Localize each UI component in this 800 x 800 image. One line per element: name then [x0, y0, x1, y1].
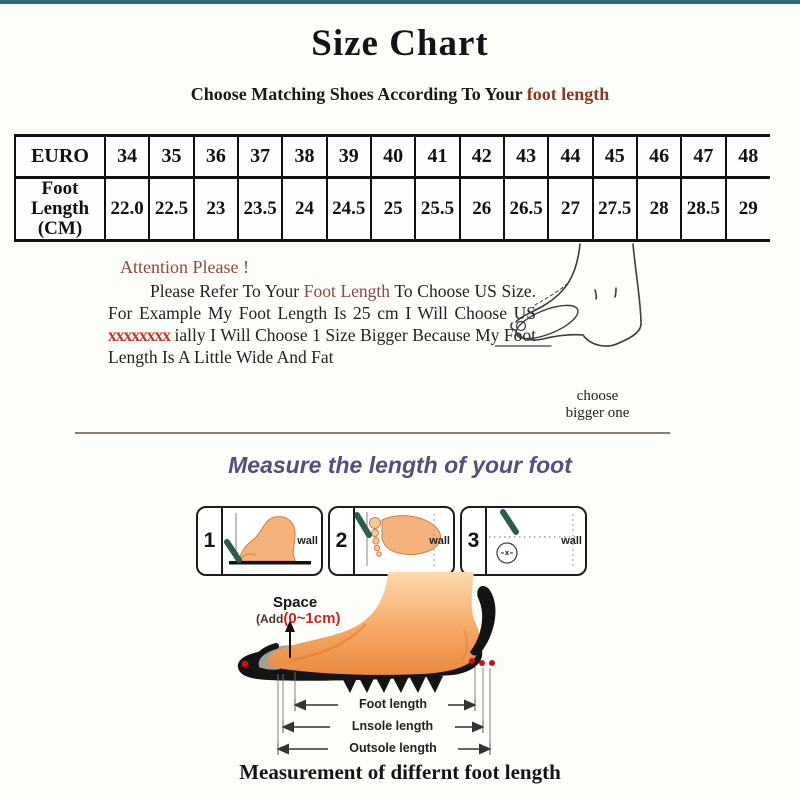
euro-size: 42 [460, 136, 504, 178]
euro-size: 48 [726, 136, 770, 178]
foot-length-cm: 26.5 [504, 178, 548, 241]
foot-length-cm: 28.5 [681, 178, 725, 241]
wall-label: wall [561, 535, 582, 547]
choose-bigger-note: choose bigger one [565, 388, 630, 421]
euro-row [15, 136, 770, 178]
foot-length-cm: 27.5 [593, 178, 637, 241]
euro-row-label: EURO [15, 136, 105, 178]
measure-steps [196, 506, 587, 576]
space-label: Space [273, 594, 318, 611]
foot-length-highlight: Foot Length [303, 281, 391, 301]
euro-size: 37 [238, 136, 282, 178]
foot-length-cm: 24.5 [327, 178, 371, 241]
foot-length-dim-label: Foot length [338, 697, 448, 711]
page-subtitle [0, 84, 800, 105]
euro-size: 43 [504, 136, 548, 178]
outsole-length-dim-label: Outsole length [328, 741, 458, 755]
attention-heading: Attention Please ! [120, 257, 249, 277]
euro-size: 35 [149, 136, 193, 178]
euro-size: 39 [327, 136, 371, 178]
insole-length-dim-label: Lnsole length [330, 719, 455, 733]
size-table [14, 134, 770, 242]
redacted-size-text: xxxxxxxx [108, 325, 170, 345]
foot-length-cm: 23 [194, 178, 238, 241]
euro-size: 41 [415, 136, 459, 178]
step-number: 3 [462, 508, 487, 574]
measure-step-2 [328, 506, 455, 576]
euro-size: 45 [593, 136, 637, 178]
foot-length-row-label: Foot Length (CM) [15, 178, 105, 241]
top-accent-bar [0, 0, 800, 4]
step-number: 2 [330, 508, 355, 574]
foot-length-cm: 25 [371, 178, 415, 241]
euro-size: 40 [371, 136, 415, 178]
foot-sketch-illustration [495, 242, 695, 392]
euro-size: 34 [105, 136, 149, 178]
step-number: 1 [198, 508, 223, 574]
attention-paragraph: Please Refer To Your Foot Length To Choose US Size. For Example My Foot Length Is 25 cm I Will Choose US xxxxxxxx ially I Will Choose 1 Size Bigger Because My Foot Length Is A Little Wide And Fat [108, 281, 537, 367]
diagram-caption: Measurement of differnt foot length [239, 760, 561, 784]
section-divider [75, 432, 670, 434]
measure-heading: Measure the length of your foot [228, 452, 572, 478]
measure-step-3 [460, 506, 587, 576]
foot-length-cm: 24 [282, 178, 326, 241]
foot-length-cm: 29 [726, 178, 770, 241]
foot-length-cm: 22.0 [105, 178, 149, 241]
foot-length-cm: 25.5 [415, 178, 459, 241]
subtitle-highlight: foot length [526, 84, 610, 104]
foot-length-row [15, 178, 770, 241]
euro-size: 46 [637, 136, 681, 178]
subtitle-text: Choose Matching Shoes According To Your [190, 84, 523, 104]
foot-length-cm: 27 [548, 178, 592, 241]
wall-label: wall [429, 535, 450, 547]
euro-size: 47 [681, 136, 725, 178]
foot-length-cm: 26 [460, 178, 504, 241]
measure-step-1 [196, 506, 323, 576]
foot-length-cm: 22.5 [149, 178, 193, 241]
euro-size: 38 [282, 136, 326, 178]
page-title: Size Chart [311, 23, 489, 64]
euro-size: 44 [548, 136, 592, 178]
space-add-label: (Add(0~1cm) [256, 610, 341, 627]
euro-size: 36 [194, 136, 238, 178]
foot-length-cm: 28 [637, 178, 681, 241]
foot-length-cm: 23.5 [238, 178, 282, 241]
wall-label: wall [297, 535, 318, 547]
